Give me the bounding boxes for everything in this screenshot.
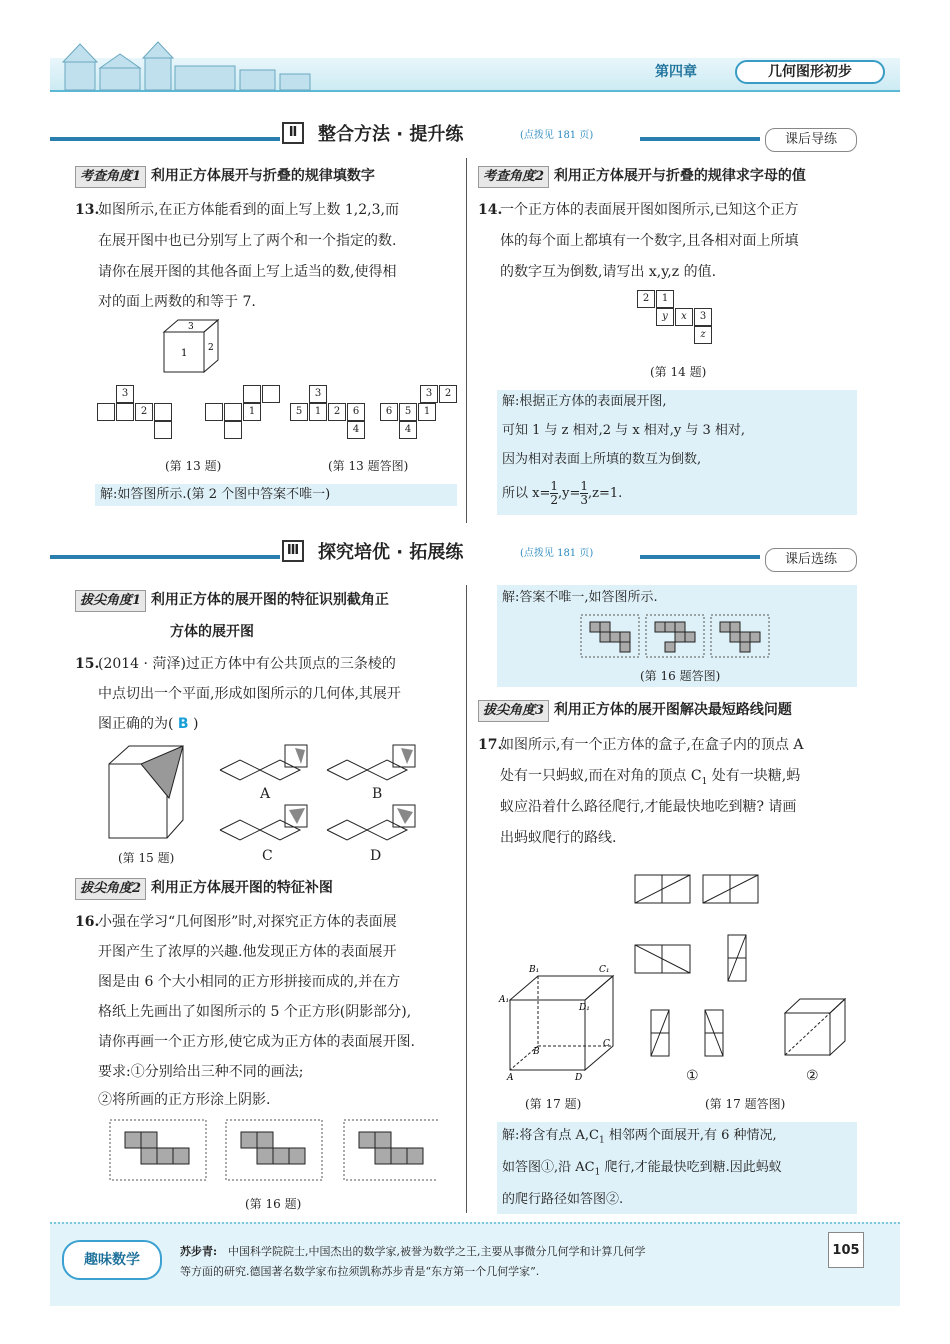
q15-option: B xyxy=(372,786,383,802)
footer-logo: 趣味数学 xyxy=(62,1240,162,1280)
section2-num: Ⅱ xyxy=(282,122,304,144)
q16-answer-grids xyxy=(580,614,770,660)
section2-ref: (点拨见 181 页) xyxy=(520,130,594,141)
q17-num: 17. xyxy=(478,737,503,753)
svg-text:3: 3 xyxy=(188,322,194,332)
q16-line: 要求:①分别给出三种不同的画法; xyxy=(98,1064,304,1080)
q16-num: 16. xyxy=(75,914,100,930)
q17-line: 如图所示,有一个正方体的盒子,在盒子内的顶点 A xyxy=(500,737,804,753)
b1-tag: 拔尖角度1 xyxy=(75,590,146,612)
q15-option: A xyxy=(260,786,271,802)
section3-title: 探究培优 · 拓展练 xyxy=(318,542,464,563)
q17-solution: 如答图①,沿 AC xyxy=(502,1160,595,1175)
footer-text: 等方面的研究.德国著名数学家布拉须凯称苏步青是“东方第一个几何学家”. xyxy=(180,1265,540,1278)
b2-text: 利用正方体展开图的特征补图 xyxy=(150,880,333,896)
q16-grids xyxy=(108,1118,438,1186)
q14-solution: 解:根据正方体的表面展开图, xyxy=(502,394,667,409)
svg-text:C₁: C₁ xyxy=(599,965,610,975)
column-divider-2 xyxy=(466,585,467,1213)
q15-options-nets xyxy=(215,740,465,860)
q16-solution: 解:答案不唯一,如答图所示. xyxy=(502,590,658,605)
q15-line: 中点切出一个平面,形成如图所示的几何体,其展开 xyxy=(98,686,401,702)
b3-tag: 拔尖角度3 xyxy=(478,700,549,722)
q13-caption: (第 13 题) xyxy=(165,459,222,473)
q13-line: 请你在展开图的其他各面上写上适当的数,使得相 xyxy=(98,264,397,280)
angle2-tag: 考查角度2 xyxy=(478,166,549,188)
fraction-half: $\frac{1}{2}$ xyxy=(550,479,558,507)
section3-ref: (点拨见 181 页) xyxy=(520,548,594,559)
svg-text:B: B xyxy=(533,1047,540,1057)
q17-caption: (第 17 题) xyxy=(525,1097,582,1111)
chapter-label: 第四章 xyxy=(655,64,697,80)
section3-bar-right xyxy=(640,555,760,559)
q15-option: C xyxy=(262,848,273,864)
q16-answer-caption: (第 16 题答图) xyxy=(640,669,721,683)
q13-solution: 解:如答图所示.(第 2 个图中答案不唯一) xyxy=(100,487,331,502)
section2-bar-left xyxy=(50,137,280,141)
svg-text:1: 1 xyxy=(181,348,188,359)
q14-line: 体的每个面上都填有一个数字,且各相对面上所填 xyxy=(500,233,799,249)
b1-text: 利用正方体的展开图的特征识别截角正 xyxy=(150,592,389,608)
chapter-title: 几何图形初步 xyxy=(735,60,885,84)
q13-line: 如图所示,在正方体能看到的面上写上数 1,2,3,而 xyxy=(98,202,399,218)
svg-text:C: C xyxy=(603,1039,610,1049)
b1-text-2: 方体的展开图 xyxy=(170,624,254,640)
q16-line: 图是由 6 个大小相同的正方形拼接而成的,并在方 xyxy=(98,974,401,990)
q17-line-tail: 处有一块糖,蚂 xyxy=(707,768,801,784)
section2-badge: 课后导练 xyxy=(765,128,857,152)
q16-line: 请你再画一个正方形,使它成为正方体的表面展开图. xyxy=(98,1034,415,1050)
angle2-text: 利用正方体展开与折叠的规律求字母的值 xyxy=(553,168,806,184)
q13-line: 在展开图中也已分别写上了两个和一个指定的数. xyxy=(98,233,397,249)
section2-bar-right xyxy=(640,137,760,141)
q15-num: 15. xyxy=(75,656,100,672)
footer-text: 中国科学院院士,中国杰出的数学家,被誉为数学之王,主要从事微分几何学和计算几何学 xyxy=(228,1245,646,1258)
q16-line: 小强在学习“几何图形”时,对探究正方体的表面展 xyxy=(98,914,397,930)
q14-solution: 因为相对表面上所填的数互为倒数, xyxy=(502,452,702,467)
b2-tag: 拔尖角度2 xyxy=(75,878,146,900)
column-divider-1 xyxy=(466,158,467,523)
q14-sol-mid2: ,z=1. xyxy=(588,486,623,501)
section3-bar-left xyxy=(50,555,280,559)
q16-line: 开图产生了浓厚的兴趣.他发现正方体的表面展开 xyxy=(98,944,397,960)
q14-sol-prefix: 所以 x= xyxy=(502,486,551,501)
q15-cut-cube xyxy=(105,742,190,847)
svg-text:D: D xyxy=(575,1073,583,1083)
section2-title: 整合方法 · 提升练 xyxy=(318,124,464,145)
angle1-text: 利用正方体展开与折叠的规律填数字 xyxy=(150,168,375,184)
angle1-tag: 考查角度1 xyxy=(75,166,146,188)
q17-answer-figures xyxy=(625,865,860,1080)
q13-answer-caption: (第 13 题答图) xyxy=(328,459,409,473)
q17-line: 处有一只蚂蚁,而在对角的顶点 C xyxy=(500,768,702,784)
q17-solution-tail: 相邻两个面展开,有 6 种情况, xyxy=(604,1128,777,1143)
q14-line: 的数字互为倒数,请写出 x,y,z 的值. xyxy=(500,264,717,280)
q14-caption: (第 14 题) xyxy=(650,365,707,379)
b3-text: 利用正方体的展开图解决最短路线问题 xyxy=(553,702,792,718)
q15-line: (2014 · 菏泽)过正方体中有公共顶点的三条棱的 xyxy=(98,656,396,672)
q17-answer-caption: (第 17 题答图) xyxy=(705,1097,786,1111)
q16-line: ②将所画的正方形涂上阴影. xyxy=(98,1092,271,1108)
q17-mark-1: ① xyxy=(686,1068,699,1084)
q15-answer: B xyxy=(177,716,189,732)
svg-text:B₁: B₁ xyxy=(529,965,540,975)
q15-line: 图正确的为( xyxy=(98,716,178,732)
q17-solution-tail: 爬行,才能最快吃到糖.因此蚂蚁 xyxy=(600,1160,782,1175)
svg-text:A₁: A₁ xyxy=(499,995,510,1005)
q13-num: 13. xyxy=(75,202,100,218)
q17-cube-figure xyxy=(495,958,620,1083)
q13-cube-figure xyxy=(160,318,230,376)
q14-solution: 可知 1 与 z 相对,2 与 x 相对,y 与 3 相对, xyxy=(502,423,746,438)
fraction-third: $\frac{1}{3}$ xyxy=(580,479,589,507)
page-number: 105 xyxy=(828,1232,864,1268)
q17-line: 出蚂蚁爬行的路线. xyxy=(500,830,617,846)
q17-line: 蚁应沿着什么路径爬行,才能最快地吃到糖? 请画 xyxy=(500,799,797,815)
q17-solution: 的爬行路径如答图②. xyxy=(502,1192,624,1207)
section3-badge: 课后选练 xyxy=(765,548,857,572)
q14-line: 一个正方体的表面展开图如图所示,已知这个正方 xyxy=(500,202,799,218)
q14-num: 14. xyxy=(478,202,503,218)
q15-option: D xyxy=(370,848,382,864)
section3-num: Ⅲ xyxy=(282,540,304,562)
q14-sol-mid1: ,y= xyxy=(558,486,581,501)
q16-line: 格纸上先画出了如图所示的 5 个正方形(阴影部分), xyxy=(98,1004,412,1020)
q16-caption: (第 16 题) xyxy=(245,1197,302,1211)
footer-name: 苏步青: xyxy=(180,1245,218,1258)
castle-illustration xyxy=(55,40,355,92)
q13-line: 对的面上两数的和等于 7. xyxy=(98,294,256,310)
q17-mark-2: ② xyxy=(806,1068,819,1084)
svg-text:A: A xyxy=(507,1073,514,1083)
svg-text:D₁: D₁ xyxy=(579,1003,590,1013)
q15-close: ) xyxy=(188,716,199,732)
q17-solution: 解:将含有点 A,C xyxy=(502,1128,599,1143)
svg-text:2: 2 xyxy=(208,343,214,353)
q15-caption: (第 15 题) xyxy=(118,851,175,865)
